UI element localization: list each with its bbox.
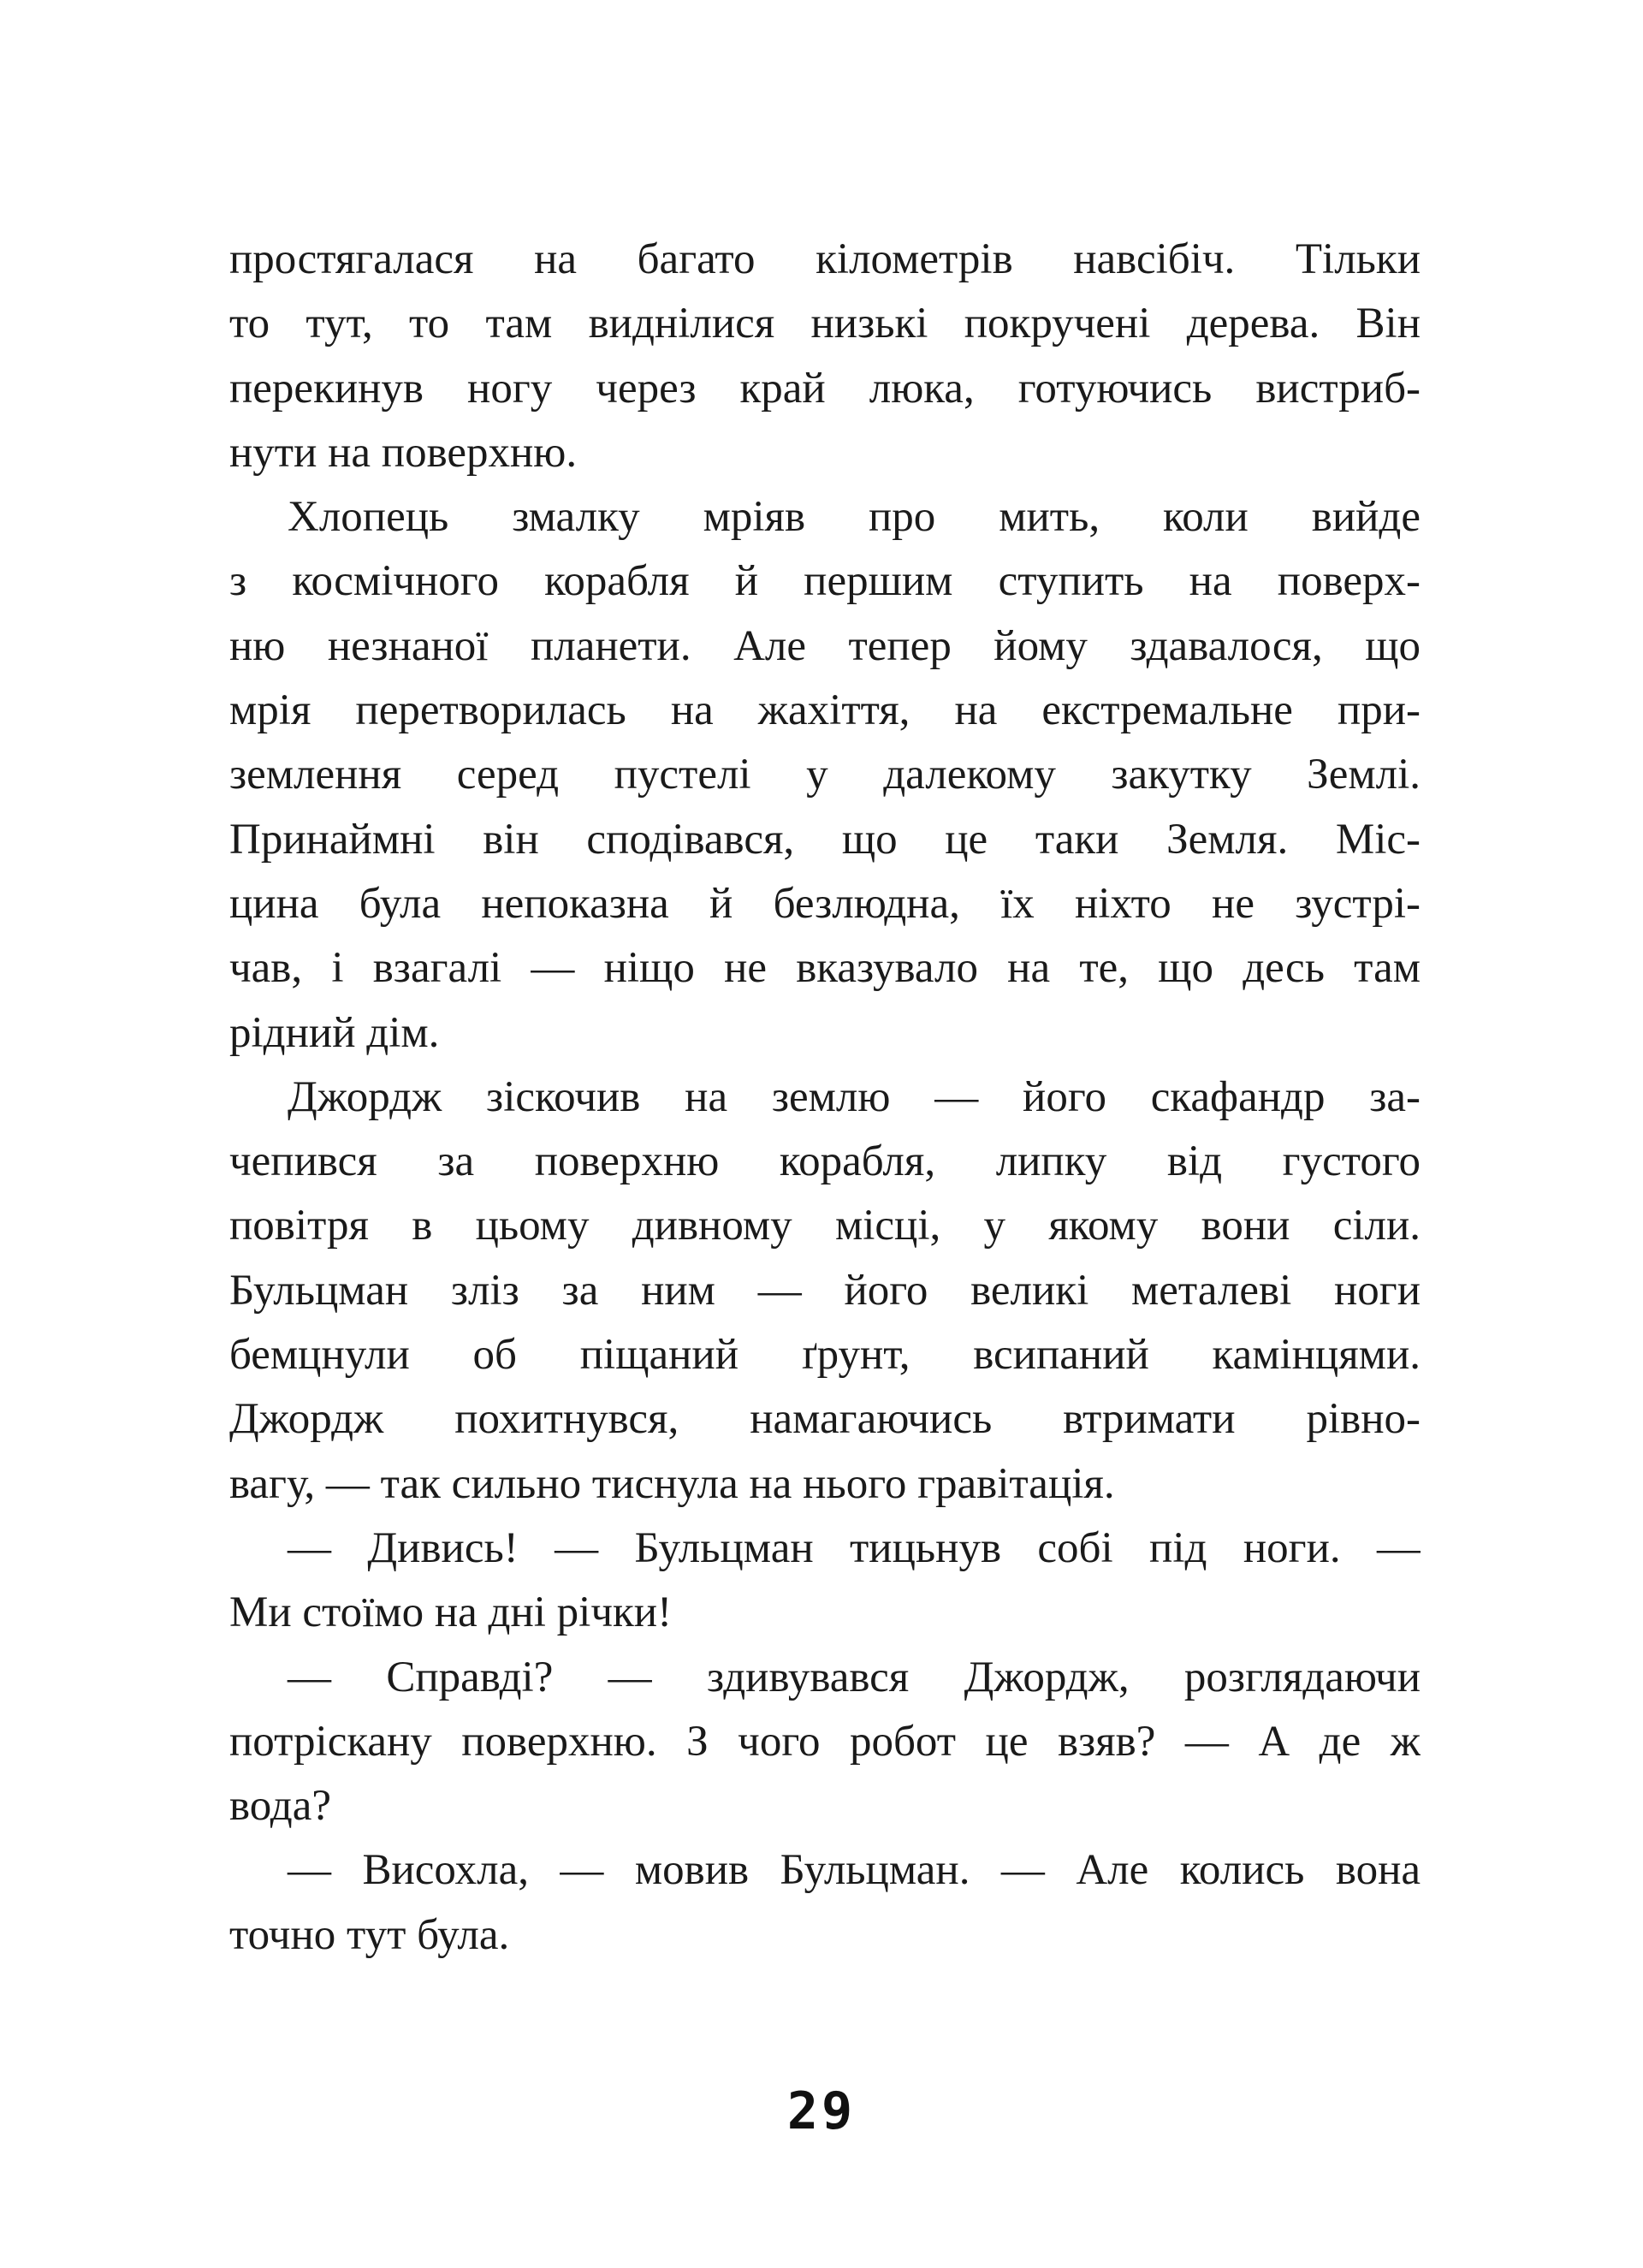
text-line: — Висохла, — мовив Бульцман. — Але колись вона — [288, 1846, 1421, 1895]
page-number: 29 — [786, 2081, 857, 2141]
text-line: ню незнаної планети. Але тепер йому здавалося, що — [229, 621, 1421, 670]
paragraph — [229, 1646, 1421, 1839]
text-line: Бульцман зліз за ним — його великі металеві ноги — [229, 1266, 1421, 1315]
text-line: простягалася на багато кілометрів навсібіч. Тільки — [229, 235, 1421, 283]
text-line: Хлопець змалку мріяв про мить, коли вийде — [288, 493, 1421, 542]
text-line: Принаймні він сподівався, що це таки Земля. Міс- — [229, 815, 1421, 864]
text-line: повітря в цьому дивному місці, у якому вони сіли. — [229, 1202, 1421, 1250]
text-line: чав, і взагалі — ніщо не вказувало на те, що десь там — [229, 944, 1421, 993]
text-line: Ми стоїмо на дні річки! — [229, 1588, 673, 1637]
text-line: цина була непоказна й безлюдна, їх ніхто не зустрі- — [229, 879, 1421, 928]
text-line: точно тут була. — [229, 1910, 510, 1959]
text-line: вода? — [229, 1782, 331, 1831]
paragraph — [229, 1066, 1421, 1517]
text-line: потріскану поверхню. З чого робот це взяв? — А де ж — [229, 1717, 1421, 1766]
text-line: вагу, — так сильно тиснула на нього гравітація. — [229, 1459, 1115, 1508]
text-line: Джордж похитнувся, намагаючись втримати рівно- — [229, 1395, 1421, 1444]
text-line: мрія перетворилась на жахіття, на екстремальне при- — [229, 686, 1421, 735]
text-line: — Справді? — здивувався Джордж, розглядаючи — [288, 1653, 1421, 1701]
text-line: Джордж зіскочив на землю — його скафандр за- — [288, 1072, 1421, 1121]
paragraph — [229, 1838, 1421, 1968]
text-line: перекинув ногу через край люка, готуючись вистриб- — [229, 364, 1421, 413]
page-body-text — [229, 228, 1421, 1968]
paragraph — [229, 1517, 1421, 1646]
text-line: рідний дім. — [229, 1008, 440, 1057]
text-line: нути на поверхню. — [229, 428, 578, 477]
text-line: чепився за поверхню корабля, липку від густого — [229, 1137, 1421, 1186]
text-line: землення серед пустелі у далекому закутку Землі. — [229, 751, 1421, 799]
text-line: то тут, то там виднілися низькі покручені дерева. Він — [229, 300, 1421, 348]
text-line: — Дивись! — Бульцман тицьнув собі під ноги. — — [288, 1523, 1421, 1572]
paragraph — [229, 485, 1421, 1066]
text-line: бемцнули об піщаний ґрунт, всипаний камінцями. — [229, 1331, 1421, 1380]
paragraph — [229, 228, 1421, 485]
text-line: з космічного корабля й першим ступить на поверх- — [229, 557, 1421, 606]
